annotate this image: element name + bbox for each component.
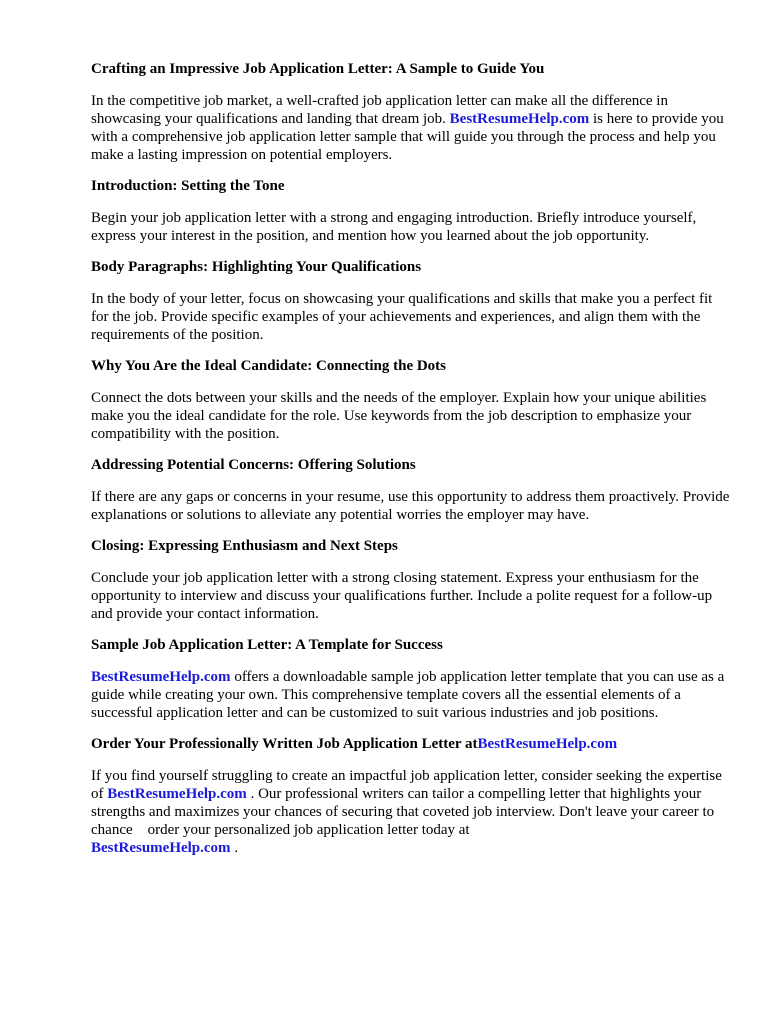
- order-text-b: . Our professional writers can tailor a compelling letter that highlights your strengths and maximizes your chances of securing that coveted job interview. Don't leave your career to chance order your personalized job application letter today at: [91, 786, 715, 838]
- heading-order-text: Order Your Professionally Written Job Application Letter at: [91, 736, 478, 752]
- intro-paragraph: [91, 92, 731, 164]
- document-title: Crafting an Impressive Job Application Letter: A Sample to Guide You: [91, 61, 545, 77]
- sample-text: offers a downloadable sample job application letter template that you can use as a guide while creating your own. This comprehensive template covers all the essential elements of a successful application letter and can be customized to suit various industries and job positions.: [91, 669, 725, 721]
- paragraph-sample: [91, 668, 731, 722]
- order-text-c: .: [230, 840, 239, 856]
- paragraph-concerns: If there are any gaps or concerns in your resume, use this opportunity to address them proactively. Provide explanations or solutions to alleviate any potential worries the employer may have.: [91, 489, 730, 523]
- heading-order-link[interactable]: BestResumeHelp.com: [477, 736, 618, 752]
- intro-text-a: In the competitive job market, a well-crafted job application letter can make all the difference in showcasing your qualifications and landing that dream job.: [91, 93, 668, 127]
- intro-link[interactable]: BestResumeHelp.com: [449, 111, 590, 127]
- paragraph-closing: Conclude your job application letter with a strong closing statement. Express your enthusiasm for the opportunity to interview and discuss your qualifications further. Include a polite request for a follow-up and provide your contact information.: [91, 570, 713, 622]
- heading-introduction: Introduction: Setting the Tone: [91, 178, 285, 194]
- heading-body-paragraphs: Body Paragraphs: Highlighting Your Qualifications: [91, 259, 422, 275]
- sample-link[interactable]: BestResumeHelp.com: [91, 669, 231, 685]
- heading-ideal-candidate: Why You Are the Ideal Candidate: Connecting the Dots: [91, 358, 447, 374]
- order-link-b[interactable]: BestResumeHelp.com: [91, 840, 231, 856]
- heading-concerns: Addressing Potential Concerns: Offering Solutions: [91, 457, 416, 473]
- document-page: [91, 60, 731, 857]
- heading-sample: Sample Job Application Letter: A Template for Success: [91, 637, 443, 653]
- paragraph-order: [91, 767, 731, 857]
- paragraph-ideal-candidate: Connect the dots between your skills and the needs of the employer. Explain how your unique abilities make you the ideal candidate for the role. Use keywords from the job description to emphasize your compatibility with the position.: [91, 390, 707, 442]
- paragraph-body-paragraphs: In the body of your letter, focus on showcasing your qualifications and skills that make you a perfect fit for the job. Provide specific examples of your achievements and experiences, and align them with the requirements of the position.: [91, 291, 713, 343]
- intro-text-b: is here to provide you with a comprehensive job application letter sample that will guide you through the process and help you make a lasting impression on potential employers.: [91, 111, 724, 163]
- order-text-a: If you find yourself struggling to create an impactful job application letter, consider seeking the expertise of: [91, 768, 722, 802]
- heading-order: [91, 735, 731, 754]
- paragraph-introduction: Begin your job application letter with a strong and engaging introduction. Briefly introduce yourself, express your interest in the position, and mention how you learned about the job opportunity.: [91, 210, 697, 244]
- heading-closing: Closing: Expressing Enthusiasm and Next Steps: [91, 538, 398, 554]
- order-link-a[interactable]: BestResumeHelp.com: [107, 786, 247, 802]
